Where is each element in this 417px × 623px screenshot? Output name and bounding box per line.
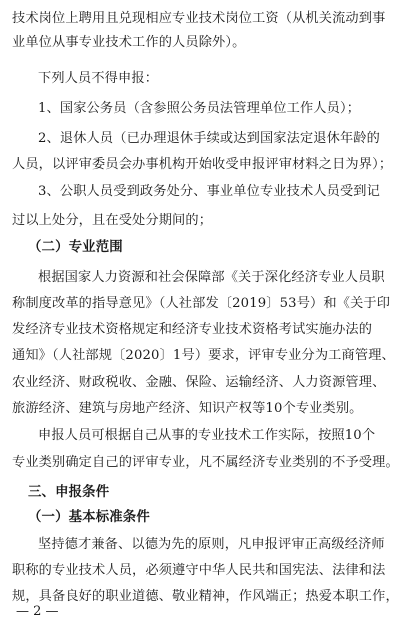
- text-line-14: 农业经济、财政税收、金融、保险、运输经济、人力资源管理、: [12, 375, 386, 390]
- text-line-2: 业单位从事专业技术工作的人员除外）。: [12, 35, 246, 50]
- text-line-8: 过以上处分，且在受处分期间的；: [12, 213, 213, 228]
- section-heading-conditions: 三、申报条件: [28, 485, 110, 500]
- text-line-3: 下列人员不得申报：: [38, 71, 159, 86]
- text-line-13: 通知》（人社部规〔2020〕1号）要求，评审专业分为工商管理、: [12, 348, 395, 363]
- section-heading-basic-standards: （一）基本标准条件: [28, 510, 150, 525]
- text-line-21: 职称的专业技术人员，必须遵守中华人民共和国宪法、法律和法: [12, 563, 386, 578]
- text-line-7: 3、公职人员受到政务处分、事业单位专业技术人员受到记: [38, 184, 380, 199]
- text-line-16: 申报人员可根据自己从事的专业技术工作实际，按照10个: [38, 428, 376, 443]
- text-line-20: 坚持德才兼备、以德为先的原则，凡申报评审正高级经济师: [38, 537, 385, 552]
- section-heading-scope: （二）专业范围: [28, 240, 123, 255]
- page-number: — 2 —: [16, 604, 59, 619]
- text-line-4: 1、国家公务员（含参照公务员法管理单位工作人员）；: [38, 101, 361, 116]
- text-line-10: 根据国家人力资源和社会保障部《关于深化经济专业人员职: [38, 270, 385, 285]
- text-line-5: 2、退休人员（已办理退休手续或达到国家法定退休年龄的: [38, 131, 380, 146]
- text-line-1: 技术岗位上聘用且兑现相应专业技术岗位工资（从机关流动到事: [12, 11, 386, 26]
- text-line-11: 称制度改革的指导意见》（人社部发〔2019〕53号）和《关于印: [12, 296, 391, 311]
- text-line-6: 人员，以评审委员会办事机构开始收受申报评审材料之日为界）；: [12, 157, 393, 172]
- text-line-22: 规，具备良好的职业道德、敬业精神，作风端正；热爱本职工作，: [12, 589, 399, 604]
- text-line-15: 旅游经济、建筑与房地产经济、知识产权等10个专业类别。: [12, 401, 363, 416]
- text-line-12: 发经济专业技术资格规定和经济专业技术资格考试实施办法的: [12, 322, 373, 337]
- text-line-17: 专业类别确定自己的评审专业，凡不属经济专业类别的不予受理。: [12, 455, 399, 470]
